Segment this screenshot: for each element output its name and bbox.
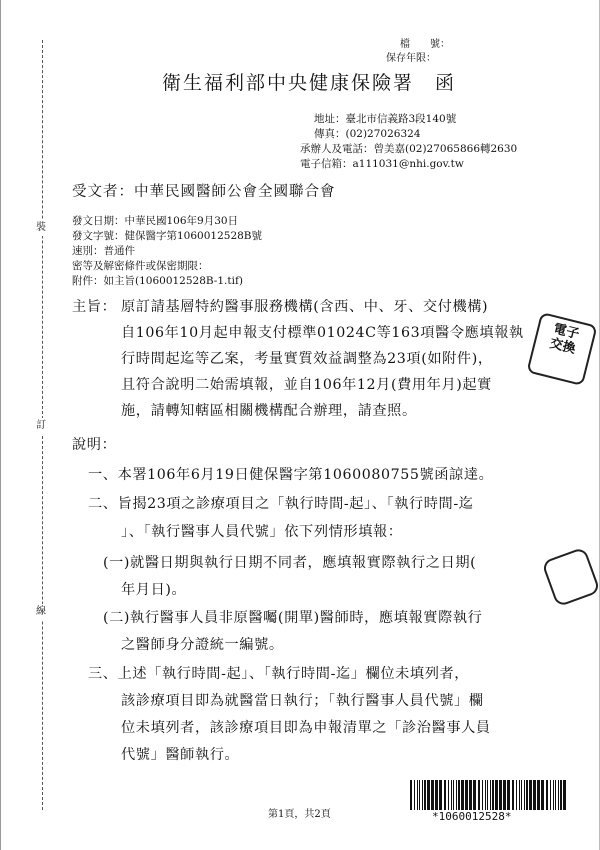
- barcode-bar: [465, 780, 468, 810]
- barcode-bar: [487, 780, 488, 810]
- barcode-bar: [424, 780, 426, 810]
- contact-email: 電子信箱：a111031@nhi.gov.tw: [300, 158, 464, 170]
- barcode-bar: [563, 780, 566, 810]
- barcode-bar: [431, 780, 434, 810]
- barcode-bar: [499, 780, 502, 810]
- barcode-bar: [519, 780, 520, 810]
- barcode-bar: [541, 780, 544, 810]
- barcode-bar: [461, 780, 464, 810]
- barcode-bar: [546, 780, 548, 810]
- barcode-bar: [490, 780, 491, 810]
- barcode-bar: [427, 780, 430, 810]
- barcode-bar: [537, 780, 540, 810]
- page-number-footer: 第1頁，共2頁: [268, 809, 331, 820]
- barcode-bar: [550, 780, 551, 810]
- barcode-bar: [419, 780, 420, 810]
- barcode-bar: [526, 780, 528, 810]
- subject-label: 主旨：: [72, 299, 117, 315]
- explanation-label: 說明：: [72, 437, 117, 453]
- subject-line: 且符合說明二始需填報，並自106年12月(費用年月)起實: [121, 377, 492, 393]
- partial-seal-stamp: [541, 547, 600, 608]
- barcode-number: *1060012528*: [432, 810, 512, 823]
- contact-address: 地址：臺北市信義路3段140號: [314, 113, 457, 125]
- explanation-item-3-line: 位未填列者，該診療項目即為申報清單之「診治醫事人員: [121, 720, 491, 736]
- barcode-bar: [533, 780, 536, 810]
- barcode-bar: [410, 780, 412, 810]
- binding-mark-ding: 訂: [36, 418, 46, 434]
- document-barcode: [408, 780, 568, 810]
- barcode-bar: [456, 780, 457, 810]
- retention-period-label: 保存年限：: [386, 53, 436, 64]
- explanation-item-3-line: 該診療項目即為就醫當日執行；「執行醫事人員代號」欄: [121, 693, 484, 709]
- barcode-bar: [414, 780, 415, 810]
- barcode-bar: [512, 780, 514, 810]
- barcode-bar: [482, 780, 483, 810]
- subject-line: 自106年10月起申報支付標準01024C等163項醫令應填報執: [121, 325, 524, 341]
- barcode-bar: [529, 780, 532, 810]
- barcode-bar: [478, 780, 480, 810]
- explanation-sub-1-line: (一)就醫日期與執行日期不同者，應填報實際執行之日期(: [103, 555, 477, 571]
- explanation-item-3-line: 代號」醫師執行。: [121, 747, 240, 763]
- explanation-item-2-line: 二、旨揭23項之診療項目之「執行時間-起」、「執行時間-迄: [88, 496, 474, 512]
- recipient-line: 受文者：中華民國醫師公會全國聯合會: [72, 184, 336, 200]
- contact-fax: 傳真：(02)27026324: [314, 128, 421, 140]
- delivery-speed: 速別：普通件: [72, 245, 135, 257]
- barcode-bar: [524, 780, 525, 810]
- barcode-bar: [516, 780, 517, 810]
- barcode-bar: [555, 780, 556, 810]
- barcode-bar: [492, 780, 494, 810]
- explanation-item-2-line: 」、「執行醫事人員代號」依下列情形填報：: [121, 524, 403, 540]
- barcode-bar: [473, 780, 476, 810]
- subject-line: 施，請轉知轄區相關機構配合辦理，請查照。: [121, 403, 417, 419]
- barcode-bar: [553, 780, 554, 810]
- issue-number: 發文字號：健保醫字第1060012528B號: [72, 230, 263, 242]
- barcode-bar: [558, 780, 559, 810]
- security-level: 密等及解密條件或保密期限：: [72, 260, 209, 272]
- barcode-bar: [439, 780, 442, 810]
- document-title: 衛生福利部中央健康保險署 函: [162, 72, 457, 94]
- barcode-bar: [507, 780, 510, 810]
- explanation-sub-1-line: 年月日)。: [121, 582, 187, 598]
- barcode-bar: [458, 780, 460, 810]
- barcode-bar: [560, 780, 562, 810]
- binding-mark-zhuang: 裝: [36, 220, 46, 236]
- barcode-bar: [444, 780, 446, 810]
- explanation-sub-2-line: 之醫師身分證統一編號。: [121, 637, 284, 653]
- barcode-bar: [469, 780, 472, 810]
- page-left-edge: [0, 0, 1, 850]
- electronic-exchange-stamp: 電子 交換: [526, 312, 597, 386]
- barcode-bar: [521, 780, 522, 810]
- binding-mark-xian: 線: [36, 604, 46, 620]
- issue-date: 發文日期：中華民國106年9月30日: [72, 215, 239, 227]
- contact-handler: 承辦人及電話：曾美嘉(02)27065866轉2630: [300, 143, 518, 155]
- barcode-bar: [485, 780, 486, 810]
- barcode-bar: [453, 780, 454, 810]
- barcode-bar: [422, 780, 423, 810]
- explanation-item-3-line: 三、上述「執行時間-起」、「執行時間-迄」欄位未填列者，: [88, 666, 470, 682]
- file-number-label: 檔 號：: [400, 39, 450, 50]
- barcode-bar: [448, 780, 449, 810]
- barcode-bar: [503, 780, 506, 810]
- barcode-bar: [495, 780, 498, 810]
- attachment-line: 附件：如主旨(1060012528B-1.tif): [72, 275, 243, 287]
- barcode-bar: [417, 780, 418, 810]
- explanation-sub-2-line: (二)執行醫事人員非原醫囑(開單)醫師時，應填報實際執行: [103, 610, 483, 626]
- barcode-bar: [435, 780, 438, 810]
- subject-line: 原訂請基層特約醫事服務機構(含西、中、牙、交付機構): [121, 299, 489, 315]
- explanation-item-1: 一、本署106年6月19日健保醫字第1060080755號函諒達。: [88, 467, 494, 483]
- subject-line: 行時間起迄等乙案，考量實質效益調整為23項(如附件)，: [121, 351, 493, 367]
- barcode-bar: [451, 780, 452, 810]
